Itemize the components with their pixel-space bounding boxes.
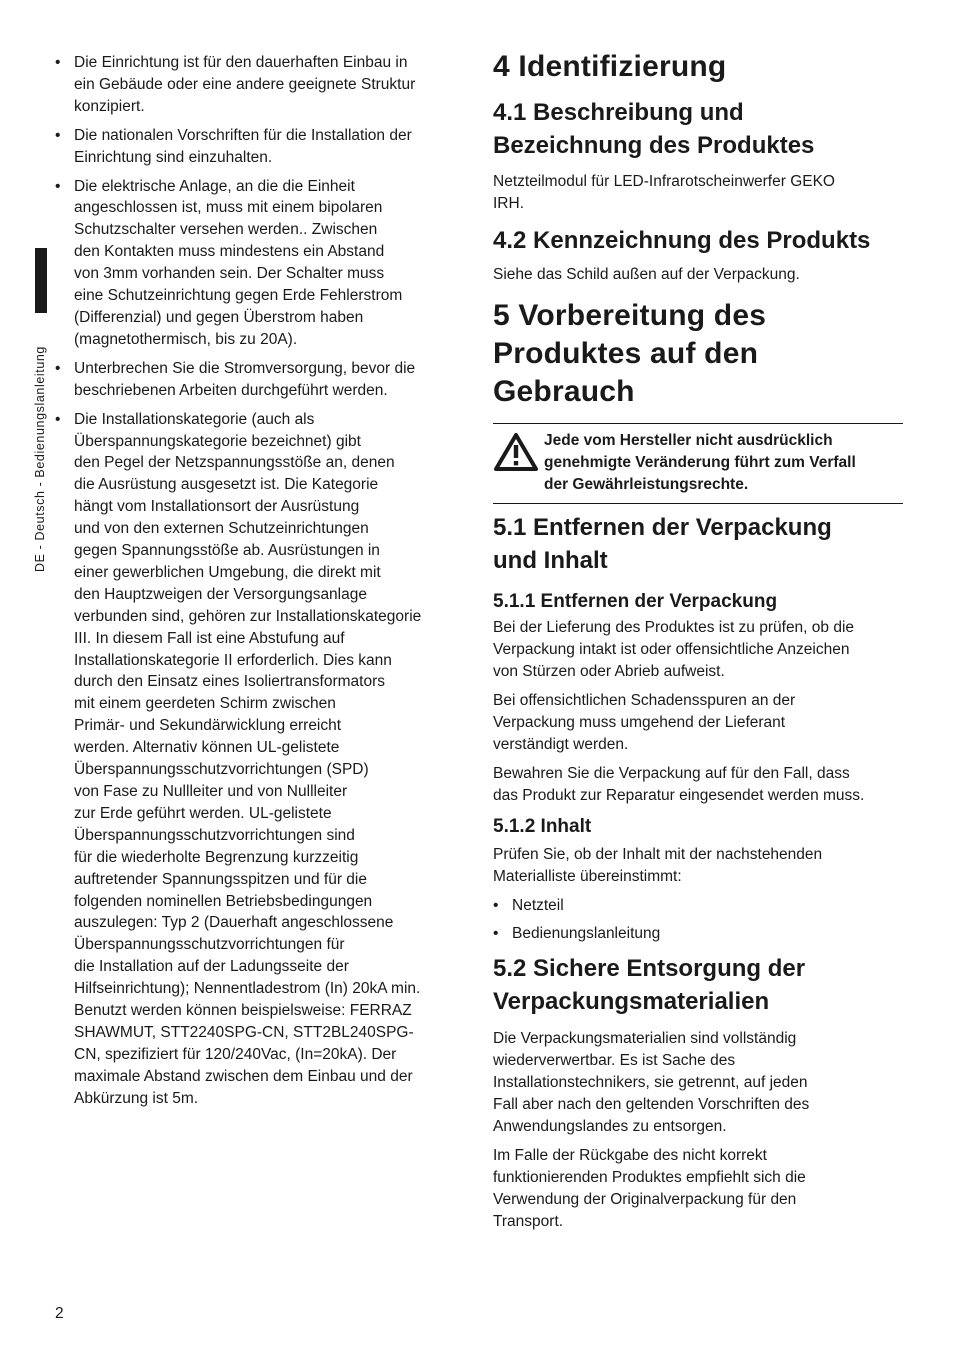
list-item: • Unterbrechen Sie die Stromversorgung, bevor die beschriebenen Arbeiten durchgeführt werden. (55, 358, 465, 402)
side-tab-marker (35, 248, 47, 313)
section-5-2-para-1: Die Verpackungsmaterialien sind vollständig wiederverwertbar. Es ist Sache des Installationstechnikers, sie getrennt, auf jeden Fall aber nach den geltenden Vorschriften des Anwendungslandes zu entsorgen. (493, 1030, 810, 1135)
section-4-2-text: Siehe das Schild außen auf der Verpackung. (493, 265, 800, 283)
section-4-2-title: 4.2 Kennzeichnung des Produkts (493, 226, 871, 254)
section-5-1-2-title: 5.1.2 Inhalt (493, 815, 592, 837)
section-5-2-title: 5.2 Sichere Entsorgung der Verpackungsmaterialien (493, 955, 806, 1016)
list-item: • Die Installationskategorie (auch als Überspannungskategorie bezeichnet) gibt den Pegel der Netzspannungsstöße an, denen die Ausrüstung ausgesetzt ist. Die Kategorie hängt vom Installationsort der Ausrüstung und von den externen Schutzeinrichtungen gegen Spannungsstöße ab. Ausrüstungen in einer gewerblichen Umgebung, die direkt mit den Hauptzweigen der Versorgungsanlage verbunden sind, gehören zur Installationskategorie III. In diesem Fall ist eine Abstufung auf Installationskategorie II erforderlich. Dies kann durch den Einsatz eines Isoliertransformators mit einem geerdeten Schirm zwischen Primär- und Sekundärwicklung erreicht werden. Alternativ können UL-gelistete Überspannungsschutzvorrichtungen (SPD) von Fase zu Nullleiter und von Nullleiter zur Erde geführt werden. UL-gelistete Überspannungsschutzvorrichtungen sind für die wiederholte Begrenzung kurzzeitig auftretender Spannungsspitzen und für die folgenden nominellen Betriebsbedingungen auszulegen: Typ 2 (Dauerhaft angeschlossene Überspannungsschutzvorrichtungen für die Installation auf der Ladungsseite der Hilfseinrichtung); Nennentladestrom (In) 20kA min. Benutzt werden können beispielsweise: FERRAZ SHAWMUT, STT2240SPG-CN, STT2BL240SPG- CN, spezifiziert für 120/240Vac, (In=20kA). Der maximale Abstand zwischen dem Einbau und der Abkürzung ist 5m. (55, 409, 465, 1110)
section-5-1-1-para-3: Bewahren Sie die Verpackung auf für den Fall, dass das Produkt zur Reparatur eingesendet werden muss. (493, 764, 865, 804)
section-4-1-text: Netzteilmodul für LED-Infrarotscheinwerfer GEKO IRH. (493, 173, 835, 212)
list-item: • Die Einrichtung ist für den dauerhaften Einbau in ein Gebäude oder eine andere geeignete Struktur konzipiert. (55, 52, 465, 118)
contents-list (493, 895, 903, 946)
side-language-label: DE - Deutsch - Bedienungslanleitung (33, 346, 47, 572)
chapter-4-title: 4 Identifizierung (493, 50, 727, 83)
page-number: 2 (55, 1305, 64, 1322)
section-4-1-title: 4.1 Beschreibung und Bezeichnung des Produktes (493, 99, 815, 159)
list-item: • Netzteil (493, 895, 903, 917)
list-item: • Bedienungslanleitung (493, 923, 903, 945)
section-5-1-2-text: Prüfen Sie, ob der Inhalt mit der nachstehenden Materialliste übereinstimmt: (493, 845, 823, 885)
section-5-1-1-title: 5.1.1 Entfernen der Verpackung (493, 591, 778, 613)
section-5-2-para-2: Im Falle der Rückgabe des nicht korrekt funktionierenden Produktes empfiehlt sich die Verwendung der Originalverpackung für den Transport. (493, 1146, 806, 1230)
chapter-5-title: 5 Vorbereitung des Produktes auf den Gebrauch (493, 298, 767, 408)
section-5-1-1-para-2: Bei offensichtlichen Schadensspuren an der Verpackung muss umgehend der Lieferant verständigt werden. (493, 692, 796, 753)
warning-text: Jede vom Hersteller nicht ausdrücklich genehmigte Veränderung führt zum Verfall der Gewährleistungsrechte. (544, 431, 856, 493)
left-column (55, 52, 465, 1117)
section-5-1-1-para-1: Bei der Lieferung des Produktes ist zu prüfen, ob die Verpackung intakt ist oder offensichtliche Anzeichen von Stürzen oder Abrieb aufweist. (493, 619, 855, 681)
warning-box (493, 423, 903, 505)
section-5-1-title: 5.1 Entfernen der Verpackung und Inhalt (493, 514, 832, 575)
list-item: • Die elektrische Anlage, an die die Einheit angeschlossen ist, muss mit einem bipolaren Schutzschalter versehen werden.. Zwischen den Kontakten muss mindestens ein Abstand von 3mm vorhanden sein. Der Schalter muss eine Schutzeinrichtung gegen Erde Fehlerstrom (Differenzial) und gegen Überstrom haben (magnetothermisch, bis zu 20A). (55, 176, 465, 351)
installation-notes-list (55, 52, 465, 1110)
warning-triangle-icon (493, 432, 539, 472)
list-item: • Die nationalen Vorschriften für die Installation der Einrichtung sind einzuhalten. (55, 125, 465, 169)
right-column (493, 48, 903, 1232)
